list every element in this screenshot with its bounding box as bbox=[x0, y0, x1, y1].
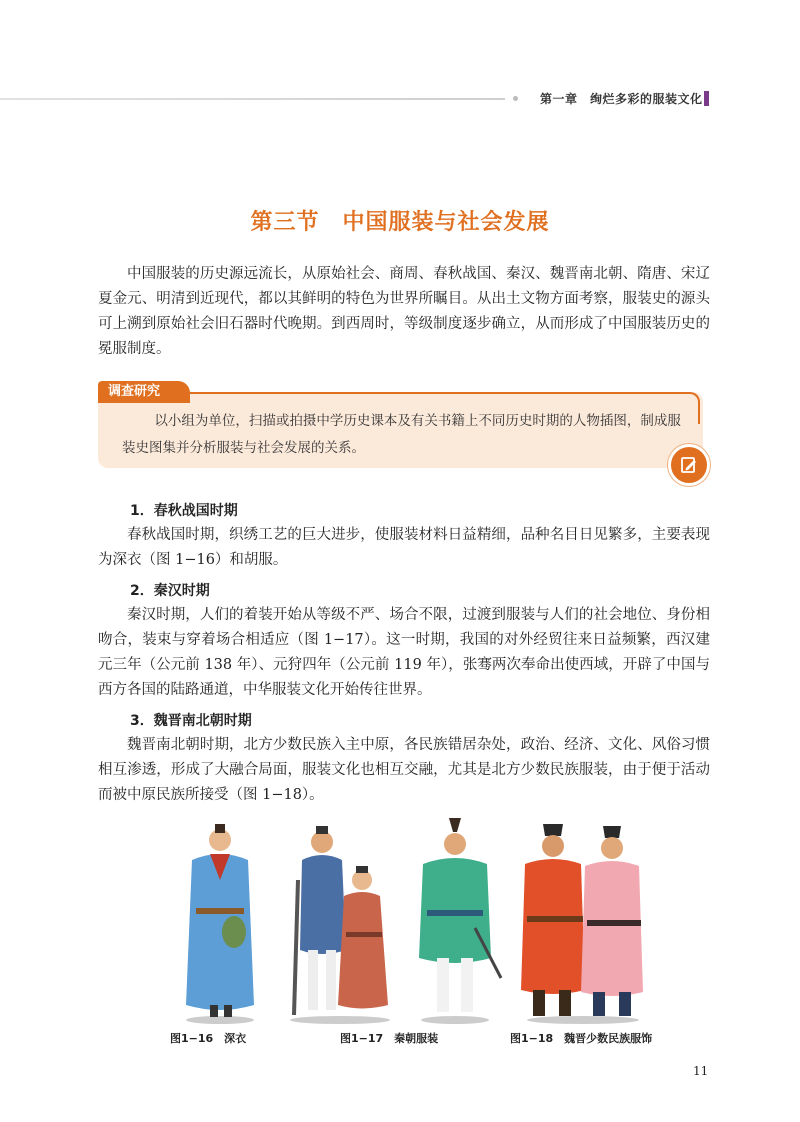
figure-caption-1-16: 图1−16 深衣 bbox=[170, 1032, 247, 1045]
section-body-2: 秦汉时期，人们的着装开始从等级不严、场合不限，过渡到服装与人们的社会地位、身份相吻合，装束与穿着场合相适应（图 1−17）。这一时期，我国的对外经贸往来日益频繁，西汉建元三年（公元前 138 年）、元狩四年（公元前 119 年），张骞两次奉命出使西域，开辟了中国与西方各国的陆路通道，中华服装文化开始传往世界。 bbox=[98, 607, 710, 698]
chapter-marker-bar bbox=[704, 91, 709, 106]
section-title: 第三节 中国服装与社会发展 bbox=[250, 210, 550, 235]
figure-shenyi-illustration bbox=[170, 820, 270, 1025]
page-number: 11 bbox=[693, 1064, 709, 1078]
figure-qin-official-illustration bbox=[405, 818, 505, 1025]
pencil-icon bbox=[668, 444, 710, 486]
section-body-3: 魏晋南北朝时期，北方少数民族入主中原，各民族错居杂处，政治、经济、文化、风俗习惯相互渗透，形成了大融合局面，服装文化也相互交融，尤其是北方少数民族服装，由于便于活动而被中原民族所接受（图 1−18）。 bbox=[98, 737, 710, 803]
figure-caption-1-18: 图1−18 魏晋少数民族服饰 bbox=[510, 1032, 653, 1045]
header-rule bbox=[0, 98, 505, 100]
section-heading-2: 2．秦汉时期 bbox=[130, 583, 210, 599]
figure-weijin-illustration bbox=[515, 820, 650, 1025]
section-heading-1: 1．春秋战国时期 bbox=[130, 503, 238, 519]
figure-qin-illustration bbox=[280, 820, 400, 1025]
research-tag: 调查研究 bbox=[98, 381, 190, 403]
chapter-header: 第一章 绚烂多彩的服装文化 bbox=[540, 92, 703, 106]
section-heading-3: 3．魏晋南北朝时期 bbox=[130, 713, 252, 729]
intro-paragraph: 中国服装的历史源远流长，从原始社会、商周、春秋战国、秦汉、魏晋南北朝、隋唐、宋辽夏金元、明清到近现代，都以其鲜明的特色为世界所瞩目。从出土文物方面考察，服装史的源头可上溯到原始社会旧石器时代晚期。到西周时，等级制度逐步确立，从而形成了中国服装历史的冕服制度。 bbox=[98, 266, 710, 357]
header-dot bbox=[513, 96, 518, 101]
figure-caption-1-17: 图1−17 秦朝服装 bbox=[340, 1032, 439, 1045]
research-text: 以小组为单位，扫描或拍摄中学历史课本及有关书籍上不同历史时期的人物插图，制成服装史图集并分析服装与社会发展的关系。 bbox=[122, 413, 681, 456]
section-body-1: 春秋战国时期，织绣工艺的巨大进步，使服装材料日益精细，品种名目日见繁多，主要表现为深衣（图 1−16）和胡服。 bbox=[98, 527, 710, 568]
